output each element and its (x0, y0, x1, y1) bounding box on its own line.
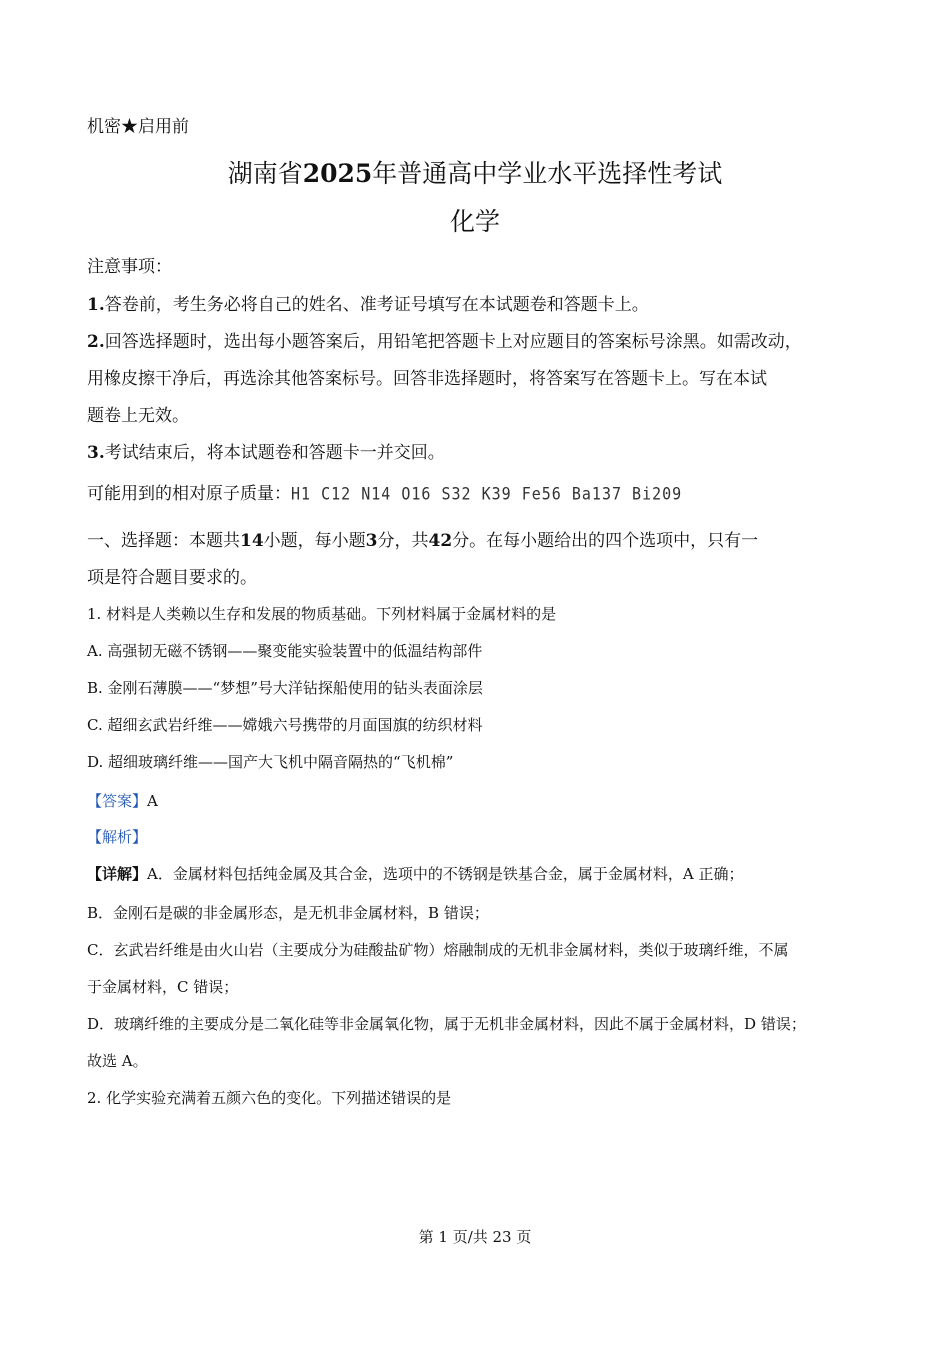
detail-line: B．金刚石是碳的非金属形态，是无机非金属材料，B 错误； (87, 904, 489, 922)
subject-title: 化学 (449, 207, 500, 236)
notice-item-3 (87, 438, 890, 463)
answer-tag: 【答案】 (87, 792, 148, 810)
answer-value: A (147, 792, 158, 810)
notice-item-2 (87, 327, 890, 352)
notice-item-2-continued: 题卷上无效。 (87, 406, 189, 426)
notice-item-text: 回答选择题时，选出每小题答案后，用铅笔把答题卡上对应题目的答案标号涂黑。如需改动， (104, 332, 802, 352)
notice-item-1 (87, 290, 890, 315)
notice-item-2-continued: 用橡皮擦干净后，再选涂其他答案标号。回答非选择题时，将答案写在答题卡上。写在本试 (87, 369, 767, 389)
detail-line: C．玄武岩纤维是由火山岩（主要成分为硅酸盐矿物）熔融制成的无机非金属材料，类似于玻璃纤维，不属 (87, 941, 789, 959)
detail-line: 于金属材料，C 错误； (87, 978, 239, 996)
question-1-detail (87, 863, 890, 884)
section-1-heading-continued: 项是符合题目要求的。 (87, 568, 257, 588)
question-1-answer (87, 790, 890, 811)
analysis-tag: 【解析】 (87, 828, 148, 846)
detail-line: 故选 A。 (87, 1052, 148, 1070)
atomic-mass-label: 可能用到的相对原子质量： (87, 484, 291, 504)
question-2-stem: 2. 化学实验充满着五颜六色的变化。下列描述错误的是 (87, 1089, 452, 1107)
section-text: 小题，每小题 (263, 531, 366, 551)
atomic-mass-values: H1 C12 N14 O16 S32 K39 Fe56 Ba137 Bi209 (291, 484, 683, 504)
question-1-option-a: A. 高强韧无磁不锈钢——聚变能实验装置中的低温结构部件 (87, 642, 483, 660)
detail-tag: 【详解】 (87, 865, 148, 883)
exam-title-prefix: 湖南省 (227, 159, 303, 188)
question-1-option-c: C. 超细玄武岩纤维——嫦娥六号携带的月面国旗的纺织材料 (87, 716, 483, 734)
page-number: 第 1 页/共 23 页 (418, 1228, 532, 1246)
question-1-option-b: B. 金刚石薄膜——“梦想”号大洋钻探船使用的钻头表面涂层 (87, 679, 483, 697)
exam-title (0, 154, 950, 190)
total-points: 42 (428, 531, 453, 551)
question-1-analysis-tag (87, 826, 890, 847)
exam-title-suffix: 年普通高中学业水平选择性考试 (372, 159, 723, 188)
points-per-question: 3 (365, 531, 378, 551)
detail-line: A．金属材料包括纯金属及其合金，选项中的不锈钢是铁基合金，属于金属材料，A 正确； (147, 865, 744, 883)
question-count: 14 (240, 531, 264, 551)
notice-item-text: 考试结束后，将本试题卷和答题卡一并交回。 (104, 443, 445, 463)
section-text: 一、选择题：本题共 (87, 531, 240, 551)
section-text: 分。在每小题给出的四个选项中，只有一 (452, 531, 759, 551)
question-1-option-d: D. 超细玻璃纤维——国产大飞机中隔音隔热的“飞机棉” (87, 753, 454, 771)
notice-item-number: 1. (87, 295, 105, 315)
section-1-heading (87, 526, 890, 551)
atomic-mass-line (87, 479, 890, 504)
detail-line: D．玻璃纤维的主要成分是二氧化硅等非金属氧化物，属于无机非金属材料，因此不属于金属材料，D 错误； (87, 1015, 806, 1033)
exam-title-year: 2025 (302, 159, 373, 188)
classification-label: 机密★启用前 (87, 117, 189, 137)
section-text: 分，共 (377, 531, 429, 551)
question-1-stem: 1. 材料是人类赖以生存和发展的物质基础。下列材料属于金属材料的是 (87, 605, 557, 623)
notice-item-text: 答卷前，考生务必将自己的姓名、准考证号填写在本试题卷和答题卡上。 (104, 295, 649, 315)
notice-item-number: 2. (87, 332, 105, 352)
notice-heading: 注意事项： (87, 257, 172, 277)
notice-item-number: 3. (87, 443, 105, 463)
